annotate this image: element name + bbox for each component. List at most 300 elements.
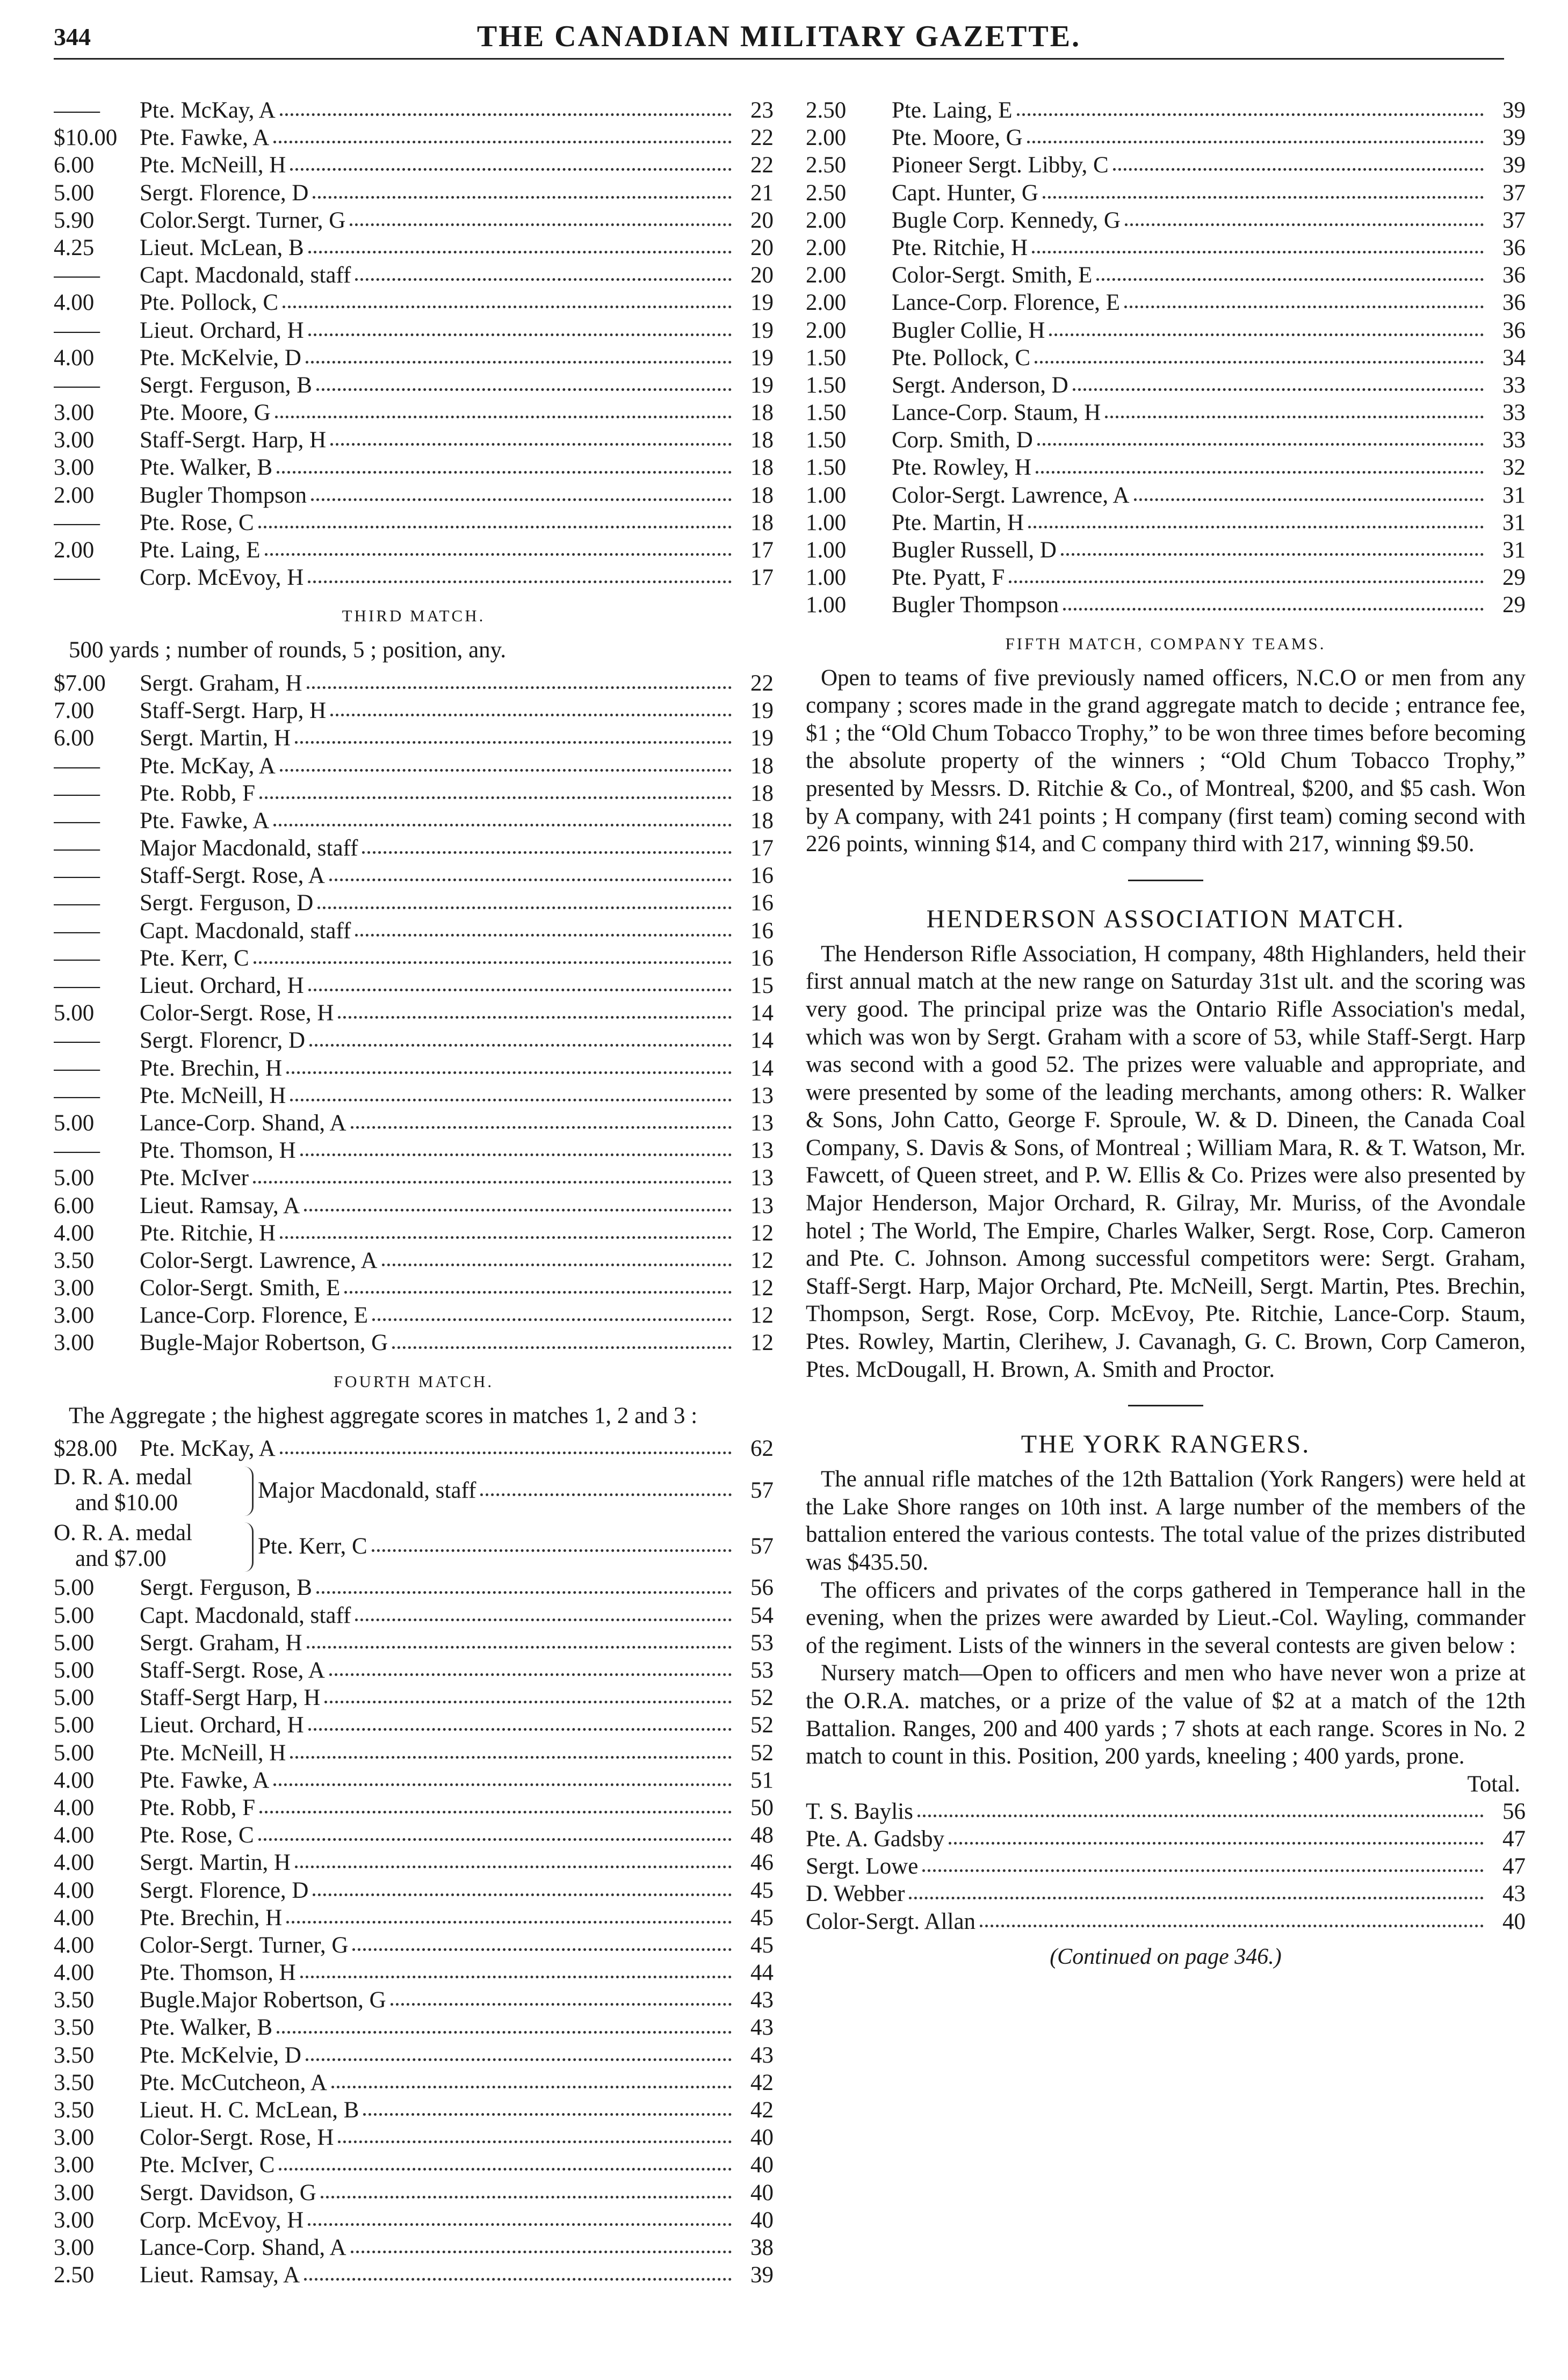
result-row	[54, 344, 774, 372]
competitor-name: Pte. Ritchie, H	[140, 1220, 276, 1246]
score: 18	[750, 400, 774, 426]
competitor-name: Lance-Corp. Florence, E	[892, 290, 1121, 316]
dot-leader	[338, 2140, 732, 2143]
result-row	[54, 1986, 774, 2014]
result-row	[54, 999, 774, 1027]
prize-amount: 3.00	[54, 1275, 95, 1301]
result-row	[806, 509, 1526, 536]
dot-leader	[308, 2223, 732, 2226]
dot-leader	[254, 961, 732, 964]
dot-leader	[1105, 416, 1484, 418]
result-row	[54, 1904, 774, 1932]
fourth-match-results-continued	[806, 97, 1526, 619]
york-paragraph-2: The officers and privates of the corps gathered in Temperance hall in the evening, when the prizes were awarded by Lieut.-Col. Wayling, commander of the regiment. Lists of the winners in the several contests are given below :	[806, 1577, 1526, 1658]
third-match-heading: THIRD MATCH.	[342, 606, 486, 626]
prize-amount: 4.00	[54, 1767, 95, 1793]
score: 13	[750, 1138, 774, 1164]
score: 53	[750, 1630, 774, 1656]
prize-amount: 2.50	[54, 2262, 95, 2288]
medal-prize-line-1: O. R. A. medal	[54, 1520, 192, 1546]
dot-leader	[280, 113, 732, 116]
score: 62	[750, 1436, 774, 1462]
competitor-name: Sergt. Graham, H	[140, 1630, 302, 1656]
score: 19	[750, 317, 774, 343]
score: 52	[750, 1685, 774, 1711]
competitor-name: Sergt. Ferguson, B	[140, 372, 312, 398]
prize-amount: 1.00	[806, 510, 847, 535]
competitor-name: Color.Sergt. Turner, G	[140, 207, 346, 233]
prize-amount: 4.00	[54, 1960, 95, 1986]
medal-prize-line-2: and $7.00	[75, 1546, 167, 1572]
dot-leader	[258, 526, 732, 528]
competitor-name: Pte. McIver	[140, 1165, 249, 1191]
competitor-name: Capt. Macdonald, staff	[140, 1602, 351, 1628]
result-row	[806, 1853, 1526, 1880]
dot-leader	[317, 906, 732, 909]
prize-amount: ——	[54, 780, 100, 806]
prize-amount: 5.90	[54, 207, 95, 233]
dot-leader	[1073, 388, 1484, 391]
score: 13	[750, 1083, 774, 1108]
score: 54	[750, 1602, 774, 1628]
competitor-name: Color-Sergt. Lawrence, A	[140, 1247, 378, 1273]
competitor-name: Pte. Rowley, H	[892, 455, 1031, 481]
competitor-name: Bugle.Major Robertson, G	[140, 1987, 386, 2013]
dot-leader	[351, 2251, 732, 2253]
score: 36	[1502, 263, 1526, 288]
score: 45	[750, 1905, 774, 1931]
competitor-name: Sergt. Ferguson, D	[140, 890, 314, 916]
competitor-name: Pte. Robb, F	[140, 780, 256, 806]
competitor-name: Pte. Robb, F	[140, 1795, 256, 1820]
page-header	[54, 15, 1504, 60]
prize-amount: ——	[54, 890, 100, 916]
competitor-name: T. S. Baylis	[806, 1798, 913, 1824]
dot-leader	[1027, 141, 1484, 143]
dot-leader	[382, 1264, 732, 1266]
score: 13	[750, 1193, 774, 1218]
prize-amount: 3.50	[54, 1247, 95, 1273]
score: 19	[750, 290, 774, 316]
score: 48	[750, 1823, 774, 1848]
prize-amount: 5.00	[54, 1713, 95, 1738]
prize-amount: 3.00	[54, 2180, 95, 2205]
prize-amount: 1.50	[806, 455, 847, 481]
dot-leader	[307, 1646, 732, 1649]
dot-leader	[308, 1728, 732, 1731]
result-row	[54, 1849, 774, 1876]
competitor-name: Color-Sergt. Allan	[806, 1909, 976, 1934]
score: 18	[750, 808, 774, 833]
result-row	[54, 889, 774, 917]
prize-amount: 1.00	[806, 538, 847, 563]
page-number: 344	[54, 23, 91, 50]
competitor-name: Capt. Macdonald, staff	[140, 918, 351, 944]
dot-leader	[480, 1493, 732, 1496]
competitor-name: Lance-Corp. Florence, E	[140, 1303, 368, 1329]
prize-amount: 2.50	[806, 180, 847, 206]
dot-leader	[311, 498, 732, 501]
prize-amount: 5.00	[54, 1630, 95, 1656]
prize-amount: 3.50	[54, 2042, 95, 2068]
dot-leader	[909, 1897, 1484, 1899]
score: 36	[1502, 317, 1526, 343]
score: 12	[750, 1330, 774, 1356]
result-row	[806, 399, 1526, 426]
prize-amount: 4.00	[54, 290, 95, 316]
dot-leader	[304, 2278, 732, 2281]
result-row	[54, 1959, 774, 1986]
score: 18	[750, 455, 774, 481]
result-row	[54, 262, 774, 289]
result-row	[806, 591, 1526, 619]
dot-leader	[307, 686, 732, 689]
competitor-name: Pte. Kerr, C	[140, 945, 249, 971]
result-row	[54, 835, 774, 862]
score: 18	[750, 427, 774, 453]
competitor-name: Pte. Moore, G	[892, 125, 1023, 151]
score: 16	[750, 863, 774, 889]
dot-leader	[279, 2168, 732, 2171]
result-row	[806, 564, 1526, 591]
score: 52	[750, 1713, 774, 1738]
result-row	[54, 2096, 774, 2124]
competitor-name: Corp. McEvoy, H	[140, 2207, 304, 2233]
prize-amount: ——	[54, 808, 100, 833]
prize-amount: 4.25	[54, 235, 95, 260]
dot-leader	[329, 1673, 732, 1676]
result-row	[806, 536, 1526, 564]
competitor-name: Sergt. Anderson, D	[892, 372, 1068, 398]
prize-amount: 3.50	[54, 2070, 95, 2095]
result-row	[54, 697, 774, 724]
dot-leader	[344, 1291, 732, 1294]
dot-leader	[290, 1099, 732, 1101]
score: 43	[750, 1987, 774, 2013]
competitor-name: Pte. McKay, A	[140, 1436, 276, 1462]
result-row	[54, 2151, 774, 2179]
prize-amount: 6.00	[54, 725, 95, 751]
prize-amount: 2.00	[806, 317, 847, 343]
result-row	[54, 1329, 774, 1356]
prize-amount: ——	[54, 317, 100, 343]
dot-leader	[1032, 251, 1484, 253]
score: 44	[750, 1960, 774, 1986]
result-row	[54, 1629, 774, 1657]
score: 33	[1502, 427, 1526, 453]
competitor-name: Pte. Brechin, H	[140, 1055, 283, 1081]
prize-amount: 2.00	[806, 125, 847, 151]
prize-amount: 5.00	[54, 1602, 95, 1628]
prize-amount: 3.00	[54, 2125, 95, 2151]
prize-amount: 3.00	[54, 2207, 95, 2233]
competitor-name: Staff-Sergt. Rose, A	[140, 1658, 325, 1683]
competitor-name: Pte. Rose, C	[140, 510, 254, 535]
competitor-name: Bugler Russell, D	[892, 538, 1057, 563]
competitor-name: Major Macdonald, staff	[258, 1477, 476, 1503]
result-row	[806, 372, 1526, 399]
competitor-name: Pte. Kerr, C	[258, 1533, 367, 1559]
competitor-name: Pte. Fawke, A	[140, 125, 270, 151]
score: 12	[750, 1275, 774, 1301]
result-row	[806, 1908, 1526, 1935]
result-row	[54, 1574, 774, 1601]
dot-leader	[1009, 581, 1484, 583]
result-row	[54, 1822, 774, 1849]
prize-amount: 6.00	[54, 153, 95, 178]
dot-leader	[372, 1549, 732, 1552]
prize-amount: ——	[54, 973, 100, 999]
dot-leader	[1096, 278, 1484, 281]
result-row	[54, 372, 774, 399]
dot-leader	[313, 1893, 732, 1896]
medal-prize	[54, 1464, 258, 1516]
score: 56	[1502, 1798, 1526, 1824]
dot-leader	[309, 1044, 732, 1047]
section-divider	[1128, 880, 1203, 881]
dot-leader	[329, 879, 732, 881]
result-row	[54, 1082, 774, 1109]
score: 19	[750, 698, 774, 724]
prize-amount: 1.00	[806, 482, 847, 508]
competitor-name: Lieut. Ramsay, A	[140, 2262, 300, 2288]
dot-leader	[324, 1701, 732, 1703]
result-row	[54, 482, 774, 509]
dot-leader	[372, 1318, 732, 1321]
result-row	[54, 1274, 774, 1302]
score: 45	[750, 1877, 774, 1903]
prize-amount: ——	[54, 836, 100, 861]
result-row	[54, 2179, 774, 2207]
result-row	[806, 179, 1526, 207]
competitor-name: Corp. McEvoy, H	[140, 565, 304, 591]
result-row	[54, 670, 774, 697]
dot-leader	[922, 1869, 1484, 1872]
dot-leader	[280, 769, 732, 772]
competitor-name: Lance-Corp. Staum, H	[892, 400, 1101, 426]
right-column	[806, 97, 1526, 1970]
score: 38	[750, 2234, 774, 2260]
prize-amount: 6.00	[54, 1193, 95, 1218]
dot-leader	[286, 1921, 732, 1924]
competitor-name: Lieut. H. C. McLean, B	[140, 2098, 359, 2123]
competitor-name: Pte. McNeill, H	[140, 1083, 286, 1108]
prize-amount: ——	[54, 918, 100, 944]
score: 16	[750, 890, 774, 916]
dot-leader	[949, 1842, 1484, 1845]
prize-amount: 2.50	[806, 98, 847, 123]
prize-amount: 2.00	[806, 290, 847, 316]
score: 12	[750, 1247, 774, 1273]
competitor-name: Color-Sergt. Smith, E	[892, 263, 1093, 288]
dot-leader	[304, 1209, 732, 1211]
total-column-label: Total.	[1467, 1771, 1520, 1797]
prize-amount: 3.50	[54, 1987, 95, 2013]
result-row	[54, 807, 774, 835]
score: 47	[1502, 1826, 1526, 1852]
competitor-name: Capt. Macdonald, staff	[140, 263, 351, 288]
dot-leader	[273, 141, 732, 143]
dot-leader	[1017, 113, 1484, 116]
result-row	[54, 752, 774, 780]
result-row	[54, 536, 774, 564]
dot-leader	[331, 2086, 732, 2088]
dot-leader	[300, 1153, 732, 1156]
result-row	[54, 1220, 774, 1247]
prize-amount: 2.00	[806, 263, 847, 288]
competitor-name: Color-Sergt. Smith, E	[140, 1275, 341, 1301]
dot-leader	[313, 196, 732, 199]
score: 52	[750, 1740, 774, 1766]
result-row	[54, 1739, 774, 1767]
prize-amount: ——	[54, 565, 100, 591]
dot-leader	[362, 851, 732, 854]
score: 29	[1502, 592, 1526, 618]
nursery-match-results	[806, 1798, 1526, 1935]
score: 19	[750, 725, 774, 751]
score: 51	[750, 1767, 774, 1793]
competitor-name: Sergt. Florencr, D	[140, 1028, 305, 1054]
competitor-name: Pte. Pollock, C	[892, 345, 1031, 371]
competitor-name: Pte. Laing, E	[892, 98, 1013, 123]
dot-leader	[392, 1346, 732, 1349]
prize-amount: 1.00	[806, 565, 847, 591]
prize-amount: ——	[54, 372, 100, 398]
competitor-name: Bugler Thompson	[140, 482, 307, 508]
dot-leader	[273, 1783, 732, 1786]
result-row	[806, 262, 1526, 289]
competitor-name: Pioneer Sergt. Libby, C	[892, 153, 1109, 178]
competitor-name: Pte. Pyatt, F	[892, 565, 1005, 591]
result-row	[54, 179, 774, 207]
dot-leader	[308, 581, 732, 583]
dot-leader	[277, 471, 732, 474]
dot-leader	[265, 553, 732, 556]
score: 34	[1502, 345, 1526, 371]
competitor-name: Bugle-Major Robertson, G	[140, 1330, 388, 1356]
competitor-name: Staff-Sergt. Harp, H	[140, 698, 327, 724]
prize-amount: 4.00	[54, 1932, 95, 1958]
prize-amount: ——	[54, 1028, 100, 1054]
competitor-name: Lieut. Ramsay, A	[140, 1193, 300, 1218]
prize-amount: 4.00	[54, 1905, 95, 1931]
score: 56	[750, 1575, 774, 1601]
result-row	[54, 1164, 774, 1192]
competitor-name: Pte. Fawke, A	[140, 808, 270, 833]
score: 37	[1502, 207, 1526, 233]
competitor-name: Pte. Walker, B	[140, 2015, 273, 2041]
prize-amount: 2.50	[806, 153, 847, 178]
dot-leader	[295, 1866, 732, 1868]
dot-leader	[290, 1756, 732, 1759]
fourth-match-heading: FOURTH MATCH.	[333, 1372, 494, 1391]
dot-leader	[316, 388, 732, 391]
score: 20	[750, 207, 774, 233]
competitor-name: Sergt. Florence, D	[140, 1877, 309, 1903]
result-row	[54, 1027, 774, 1054]
competitor-name: Lieut. McLean, B	[140, 235, 304, 260]
competitor-name: Pte. McKay, A	[140, 753, 276, 779]
section-divider	[1128, 1405, 1203, 1406]
result-row	[54, 862, 774, 889]
dot-leader	[259, 796, 732, 799]
competitor-name: Color-Sergt. Rose, H	[140, 1000, 334, 1026]
prize-amount: 5.00	[54, 1000, 95, 1026]
score: 43	[750, 2042, 774, 2068]
dot-leader	[259, 1811, 732, 1813]
prize-amount: $7.00	[54, 670, 106, 696]
prize-amount: $28.00	[54, 1436, 118, 1462]
result-row	[54, 1711, 774, 1739]
dot-leader	[273, 824, 732, 826]
dot-leader	[351, 1126, 732, 1129]
score: 14	[750, 1055, 774, 1081]
score: 12	[750, 1220, 774, 1246]
dot-leader	[355, 278, 732, 281]
result-row	[54, 97, 774, 124]
result-row	[54, 1137, 774, 1164]
prize-amount: 1.50	[806, 400, 847, 426]
score: 39	[1502, 125, 1526, 151]
result-row	[806, 207, 1526, 234]
score: 40	[750, 2152, 774, 2178]
result-row	[806, 97, 1526, 124]
score: 29	[1502, 565, 1526, 591]
score: 19	[750, 372, 774, 398]
result-row	[54, 124, 774, 151]
prize-amount: ——	[54, 945, 100, 971]
dot-leader	[300, 1976, 732, 1978]
competitor-name: Capt. Hunter, G	[892, 180, 1038, 206]
result-row	[54, 207, 774, 234]
prize-amount: 1.50	[806, 345, 847, 371]
score: 18	[750, 510, 774, 535]
prize-amount: 2.00	[54, 538, 95, 563]
result-row	[54, 1247, 774, 1274]
brace-mark	[244, 1467, 254, 1516]
dot-leader	[1036, 471, 1484, 474]
score: 39	[1502, 153, 1526, 178]
score: 23	[750, 98, 774, 123]
competitor-name: Sergt. Ferguson, B	[140, 1575, 312, 1601]
score: 13	[750, 1110, 774, 1136]
prize-amount: 7.00	[54, 698, 95, 724]
score: 33	[1502, 372, 1526, 398]
result-row	[54, 917, 774, 945]
prize-amount: 4.00	[54, 1795, 95, 1820]
dot-leader	[308, 333, 732, 336]
dot-leader	[1124, 306, 1484, 308]
prize-amount: ——	[54, 263, 100, 288]
score: 47	[1502, 1854, 1526, 1880]
competitor-name: Pte. Fawke, A	[140, 1767, 270, 1793]
dot-leader	[308, 989, 732, 991]
result-row	[806, 482, 1526, 509]
score: 50	[750, 1795, 774, 1820]
dot-leader	[352, 1948, 732, 1951]
prize-amount: $10.00	[54, 125, 118, 151]
score: 14	[750, 1000, 774, 1026]
result-row	[54, 1435, 774, 1462]
result-row	[54, 564, 774, 591]
third-match-results	[54, 670, 774, 1357]
result-row	[54, 2234, 774, 2261]
result-row	[54, 426, 774, 454]
competitor-name: Lance-Corp. Shand, A	[140, 1110, 346, 1136]
score: 22	[750, 153, 774, 178]
result-row	[54, 1602, 774, 1629]
competitor-name: Pte. Martin, H	[892, 510, 1024, 535]
